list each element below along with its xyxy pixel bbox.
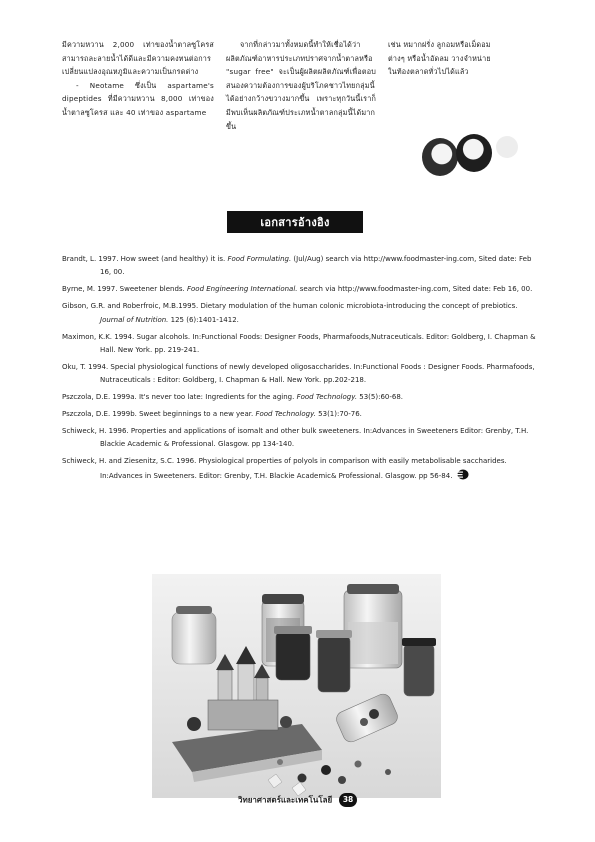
candy-shadow-image <box>496 136 518 158</box>
reference-list <box>62 253 540 487</box>
reference-item: Oku, T. 1994. Special physiological functions of newly developed oligosaccharides. In:Functional Foods : Designer Foods. Pharmafoods, Nutraceuticals : Editor: Goldberg, I. Chapman & Hall. New York. pp.202-218. <box>62 362 535 385</box>
sweeteners-photo <box>152 574 441 798</box>
candy-ring-image <box>456 134 492 172</box>
col1-paragraph-2: - Neotame ซึ่งเป็น aspartame's dipeptides ที่มีความหวาน 8,000 เท่าของน้ำตาลซูโครส และ 40 เท่าของ aspartame <box>62 80 214 117</box>
reference-item: Brandt, L. 1997. How sweet (and healthy) it is. Food Formulating. (Jul/Aug) search via http://www.foodmaster-ing.com, Sited date: Feb 16, 00. <box>62 255 532 277</box>
body-column-1 <box>62 38 214 120</box>
reference-item: Maximon, K.K. 1994. Sugar alcohols. In:Functional Foods: Designer Foods, Pharmafoods,Nutraceuticals. Editor: Goldberg, I. Chapman & Hall. New York. pp. 219-241. <box>62 332 536 354</box>
col2-paragraph-1: จากที่กล่าวมาทั้งหมดนี้ทำให้เชื่อได้ว่า ผลิตภัณฑ์อาหารประเภทปราศจากน้ำตาลหรือ "sugar free" จะเป็นผู้ผลิตผลิตภัณฑ์เพื่อตอบสนองความต้องการของผู้บริโภคชาวไทยกลุ่มนี้ได้อย่างกว้างขวางมากขึ้น เพราะทุกวันนี้เราก็มีพบเห็นผลิตภัณฑ์ประเภทน้ำตาลกลุ่มนี้ได้มากขึ้น <box>226 40 376 131</box>
reference-item: Schiweck, H. 1996. Properties and applications of isomalt and other bulk sweeteners. In:Advances in Sweeteners Editor: Grenby, T.H. Blackie Academic & Professional. Glasgow. pp 134-140. <box>62 426 529 449</box>
end-of-article-icon <box>456 469 469 480</box>
candy-ring-image <box>422 138 458 176</box>
glass-jar <box>402 638 436 696</box>
glass-jar <box>172 606 216 664</box>
reference-item: Schiweck, H. and Ziesenitz, S.C. 1996. Physiological properties of polyols in comparison with easily metabolisable saccharides. In:Advances in Sweeteners. Editor: Grenby, T.H. Blackie Academic& Professional. Glasgow. pp 56-84. <box>62 457 507 480</box>
reference-item: Gibson, G.R. and Roberfroic, M.B.1995. Dietary modulation of the human colonic microbiota-introducing the concept of prebiotics. Journal of Nutrition. 125 (6):1401-1412. <box>62 302 518 324</box>
page-footer <box>0 793 595 807</box>
glass-jar <box>344 584 402 668</box>
col3-paragraph-1: เช่น หมากฝรั่ง ลูกอมหรือเม็ดอมต่างๆ หรือน้ำอัดลม วางจำหน่ายในท้องตลาดทั่วไปได้แล้ว <box>388 40 491 77</box>
candy-illustration <box>412 132 522 184</box>
glass-jar <box>316 630 352 692</box>
col1-paragraph-1: มีความหวาน 2,000 เท่าของน้ำตาลซูโครส สามารถละลายน้ำได้ดีและมีความคงทนต่อการเปลี่ยนแปลงอุณหภูมิและความเป็นกรดด่าง <box>62 40 214 77</box>
reference-item: Pszczola, D.E. 1999b. Sweet beginnings to a new year. Food Technology. 53(1):70-76. <box>62 410 362 419</box>
journal-title: วิทยาศาสตร์และเทคโนโลยี <box>237 795 333 805</box>
reference-item: Byrne, M. 1997. Sweetener blends. Food Engineering International. search via http://www.foodmaster-ing.com, Sited date: Feb 16, 00. <box>62 285 533 294</box>
references-heading-text: เอกสารอ้างอิง <box>260 216 330 229</box>
body-column-3 <box>388 38 496 79</box>
page-number: 38 <box>339 793 357 807</box>
references-heading <box>227 211 363 233</box>
reference-item: Pszczola, D.E. 1999a. It's never too late: Ingredients for the aging. Food Technology. 53(5):60-68. <box>62 393 404 402</box>
body-column-2 <box>226 38 376 133</box>
glass-jar <box>274 626 312 680</box>
